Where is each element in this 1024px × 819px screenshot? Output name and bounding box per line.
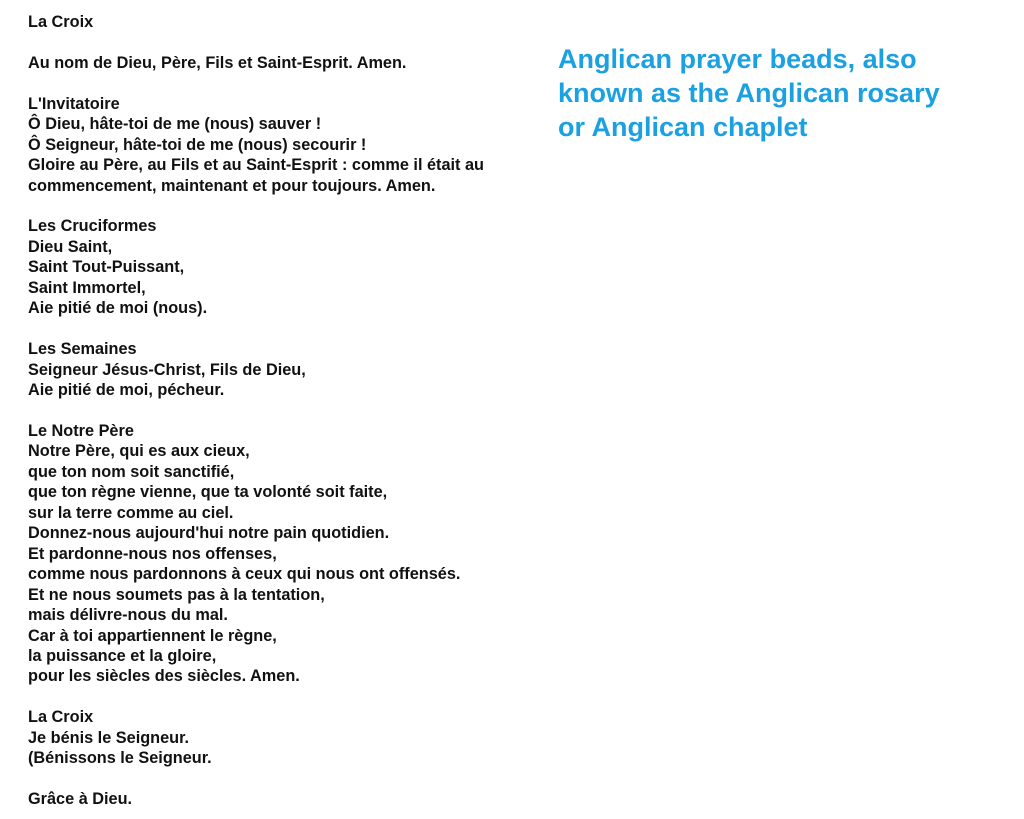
section-heading: Le Notre Père: [28, 421, 134, 440]
text-line: Au nom de Dieu, Père, Fils et Saint-Esprit. Amen.: [28, 53, 407, 72]
text-line: Grâce à Dieu.: [28, 790, 133, 809]
section-cruciformes: [28, 216, 548, 318]
text-line: mais délivre-nous du mal.: [28, 606, 228, 625]
section-heading: L'Invitatoire: [28, 94, 120, 113]
text-line: Ô Seigneur, hâte-toi de me (nous) secourir !: [28, 135, 367, 154]
text-line: Dieu Saint,: [28, 237, 113, 256]
caption-line: or Anglican chaplet: [558, 112, 808, 142]
text-line: Donnez-nous aujourd'hui notre pain quotidien.: [28, 524, 390, 543]
text-line: que ton nom soit sanctifié,: [28, 462, 235, 481]
section-heading: Les Cruciformes: [28, 217, 157, 236]
text-line: Saint Tout-Puissant,: [28, 258, 185, 277]
text-line: Gloire au Père, au Fils et au Saint-Esprit : comme il était au: [28, 156, 485, 175]
text-line: Notre Père, qui es aux cieux,: [28, 442, 250, 461]
text-line: Et ne nous soumets pas à la tentation,: [28, 585, 325, 604]
text-line: Je bénis le Seigneur.: [28, 728, 190, 747]
text-line: Ô Dieu, hâte-toi de me (nous) sauver !: [28, 115, 322, 134]
section-heading: La Croix: [28, 708, 94, 727]
text-line: pour les siècles des siècles. Amen.: [28, 667, 300, 686]
caption-line: Anglican prayer beads, also: [558, 44, 917, 74]
text-line: Aie pitié de moi (nous).: [28, 299, 208, 318]
caption: [558, 42, 1008, 144]
text-line: la puissance et la gloire,: [28, 646, 217, 665]
text-line: Et pardonne-nous nos offenses,: [28, 544, 277, 563]
section-grace: [28, 789, 548, 809]
section-invocation: [28, 53, 548, 73]
prayer-text: [28, 12, 548, 810]
section-croix-opening: [28, 12, 548, 32]
text-line: que ton règne vienne, que ta volonté soit faite,: [28, 483, 388, 502]
text-line: (Bénissons le Seigneur.: [28, 749, 212, 768]
section-croix-closing: [28, 707, 548, 768]
text-line: Saint Immortel,: [28, 278, 146, 297]
caption-line: known as the Anglican rosary: [558, 78, 940, 108]
text-line: commencement, maintenant et pour toujours. Amen.: [28, 176, 436, 195]
text-line: comme nous pardonnons à ceux qui nous ont offensés.: [28, 565, 461, 584]
text-line: sur la terre comme au ciel.: [28, 503, 234, 522]
text-line: Seigneur Jésus-Christ, Fils de Dieu,: [28, 360, 306, 379]
text-line: Car à toi appartiennent le règne,: [28, 626, 277, 645]
section-heading: La Croix: [28, 13, 94, 31]
section-heading: Les Semaines: [28, 340, 137, 359]
section-semaines: [28, 339, 548, 400]
section-invitatoire: [28, 94, 548, 196]
section-notre-pere: [28, 421, 548, 687]
text-line: Aie pitié de moi, pécheur.: [28, 381, 225, 400]
